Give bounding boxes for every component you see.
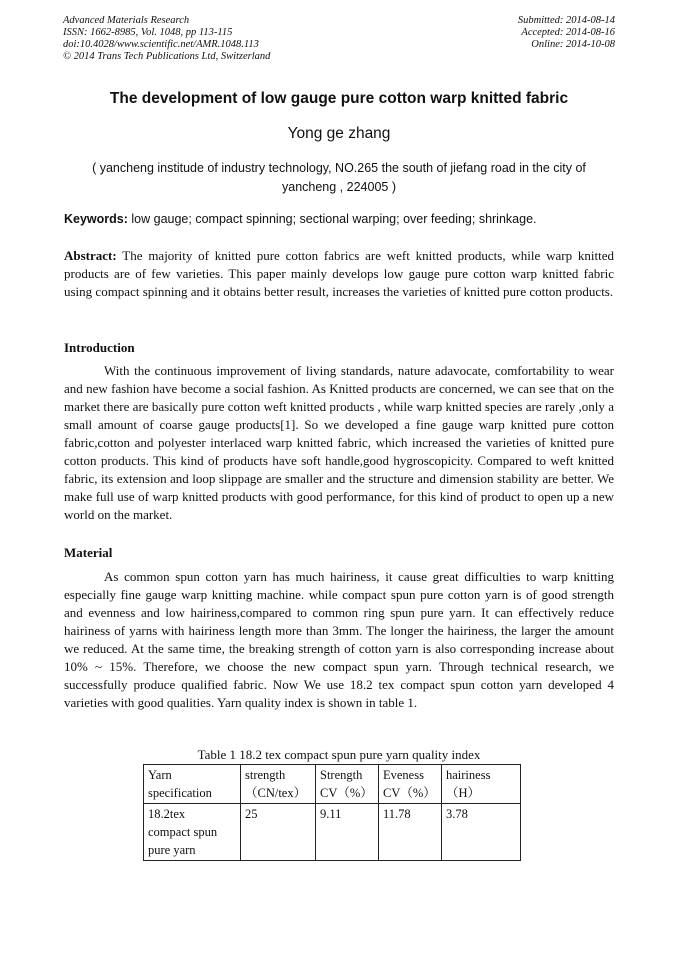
- abstract: [64, 247, 614, 301]
- table-cell: 3.78: [442, 804, 521, 861]
- material-paragraph: [64, 568, 614, 712]
- table-row: [144, 804, 521, 861]
- table-header-cell: Strength CV（%）: [316, 765, 379, 804]
- yarn-quality-table: [143, 764, 521, 861]
- keywords-label: Keywords:: [64, 212, 128, 226]
- journal-doi: doi:10.4028/www.scientific.net/AMR.1048.113: [63, 39, 259, 50]
- submitted-date: Submitted: 2014-08-14: [517, 15, 615, 26]
- paper-title: The development of low gauge pure cotton warp knitted fabric: [109, 90, 569, 107]
- journal-copyright: © 2014 Trans Tech Publications Ltd, Switzerland: [63, 51, 271, 62]
- keywords: [64, 212, 614, 226]
- material-heading: Material: [64, 545, 113, 560]
- journal-issn: ISSN: 1662-8985, Vol. 1048, pp 113-115: [63, 27, 233, 38]
- journal-header: [63, 15, 615, 63]
- table-header-cell: strength （CN/tex）: [241, 765, 316, 804]
- table-header-cell: Yarn specification: [144, 765, 241, 804]
- material-text: As common spun cotton yarn has much hairiness, it cause great difficulties to warp knitting especially fine gauge warp knitting machine. while compact spun pure cotton yarn is of good strength and evenness and low hairiness,compared to common ring spun pure yarn. It can effectively reduce hairiness of yarns with hairiness length more than 3mm. The longer the hairiness, the larger the amount we reduced. At the same time, the breaking strength of cotton yarn is also corresponding increase about 10% ~ 15%. Therefore, we choose the new compact spun yarn. Through technical research, we successfully produce qualified fabric. Now We use 18.2 tex compact spun cotton yarn developed 4 varieties with good qualities. Yarn quality index is shown in table 1.: [64, 569, 614, 710]
- table-cell: 25: [241, 804, 316, 861]
- journal-info: [63, 15, 270, 63]
- introduction-paragraph: [64, 362, 614, 524]
- table-cell: 9.11: [316, 804, 379, 861]
- table-header-cell: hairiness （H）: [442, 765, 521, 804]
- journal-name: Advanced Materials Research: [63, 15, 190, 26]
- keywords-text: low gauge; compact spinning; sectional warping; over feeding; shrinkage.: [131, 212, 537, 226]
- table-header-row: [144, 765, 521, 804]
- paper-author: Yong ge zhang: [287, 125, 391, 142]
- author-affiliation: ( yancheng institude of industry technology, NO.265 the south of jiefang road in the city of yancheng , 224005 ): [92, 161, 586, 194]
- abstract-text: The majority of knitted pure cotton fabrics are weft knitted products, while warp knitted products are of few varieties. This paper mainly develops low gauge pure cotton warp knitted fabric using compact spinning and it obtains better result, increases the varieties of knitted pure cotton products.: [64, 248, 614, 299]
- table-caption: Table 1 18.2 tex compact spun pure yarn quality index: [197, 747, 481, 762]
- abstract-label: Abstract:: [64, 248, 117, 263]
- introduction-heading: Introduction: [64, 340, 135, 355]
- submission-dates: [518, 15, 615, 51]
- introduction-text: With the continuous improvement of living standards, nature adavocate, comfortability to wear and new fashion have become a social fashion. As Knitted products are concerned, we can see that on the market there are basically pure cotton weft knitted products , while warp knitted species are rarely ,only a small amount of coarse gauge products[1]. So we developed a fine gauge warp knitted pure cotton fabric,cotton and polyester interlaced warp knitted fabric, which increased the varieties of knitted pure cotton products. This kind of products have soft handle,good hygroscopicity. Compared to weft knitted fabric, its extension and loop slippage are smaller and the structure and dimension stability are better. We make full use of warp knitted products with good performance, for this kind of product to open up a new world on the market.: [64, 363, 614, 522]
- online-date: Online: 2014-10-08: [531, 39, 615, 50]
- table-cell: 11.78: [379, 804, 442, 861]
- table-header-cell: Eveness CV（%）: [379, 765, 442, 804]
- accepted-date: Accepted: 2014-08-16: [521, 27, 615, 38]
- table-cell: 18.2tex compact spun pure yarn: [144, 804, 241, 861]
